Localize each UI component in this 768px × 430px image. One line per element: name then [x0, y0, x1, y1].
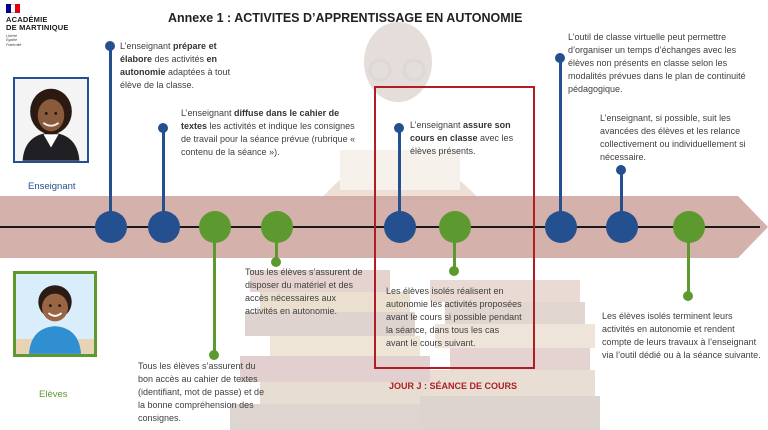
- step-text-teacher-5: L’enseignant, si possible, suit les avancées des élèves et les relance collectivement ou individuellement si nécessaire.: [600, 113, 746, 162]
- milestone-teacher-5: [606, 211, 638, 243]
- student-label: Elèves: [39, 389, 68, 400]
- milestone-teacher-3: [384, 211, 416, 243]
- step-text-part: des activités: [152, 54, 207, 64]
- milestone-student-2: [261, 211, 293, 243]
- motto-word: Égalité: [6, 38, 17, 43]
- stem-teacher-3: [398, 128, 401, 214]
- step-text-bold: diffuse dans le cahier de textes: [181, 108, 340, 131]
- step-text-student-4: Les élèves isolés terminent leurs activités en autonomie et rendent compte de leurs travaux à l’enseignant via l’outil dédié ou à la séance suivante.: [602, 311, 761, 360]
- stem-student-4: [687, 240, 690, 296]
- motto-word: Fraternité: [6, 42, 22, 47]
- small-dot-teacher-2: [158, 123, 168, 133]
- motto-word: Liberté: [6, 34, 17, 38]
- small-dot-teacher-3: [394, 123, 404, 133]
- teacher-portrait: [13, 77, 89, 163]
- stem-teacher-1: [109, 46, 112, 214]
- step-text-teacher-3: [410, 119, 528, 158]
- page-title: Annexe 1 : ACTIVITES D’APPRENTISSAGE EN AUTONOMIE: [168, 11, 523, 25]
- step-text-part: avec les élèves présents.: [410, 133, 514, 156]
- logo-line-1: ACADÉMIE: [6, 15, 48, 24]
- step-text-student-1: Tous les élèves s’assurent du bon accès au cahier de textes (identifiant, mot de passe) et de la bonne compréhension des consignes.: [138, 361, 265, 423]
- step-text-teacher-1: [120, 40, 238, 92]
- day-j-label: JOUR J : SÉANCE DE COURS: [389, 381, 518, 391]
- step-text-bold: assure son cours en classe: [410, 120, 511, 143]
- step-text-bold: en autonomie: [120, 54, 218, 77]
- step-text-bold: prépare et élabore: [120, 41, 217, 64]
- milestone-student-3: [439, 211, 471, 243]
- milestone-teacher-2: [148, 211, 180, 243]
- stem-teacher-2: [162, 128, 165, 214]
- small-dot-student-4: [683, 291, 693, 301]
- milestone-student-1: [199, 211, 231, 243]
- logo-line-2: DE MARTINIQUE: [6, 23, 69, 32]
- step-text-part: L’enseignant: [410, 120, 464, 130]
- step-text-part: L’enseignant: [120, 41, 174, 51]
- small-dot-teacher-4: [555, 53, 565, 63]
- stem-student-1: [213, 240, 216, 355]
- milestone-student-4: [673, 211, 705, 243]
- step-text-student-3: Les élèves isolés réalisent en autonomie les activités proposées avant le cours si possible pendant la séance, dans tous les cas avant le cours suivant.: [386, 286, 522, 348]
- republic-flag-icon: [6, 4, 20, 13]
- step-text-teacher-2: [181, 107, 361, 159]
- step-text-student-2: Tous les élèves s’assurent de disposer du matériel et des accès nécessaires aux activités en autonomie.: [245, 267, 363, 316]
- stem-teacher-4: [559, 58, 562, 214]
- milestone-teacher-4: [545, 211, 577, 243]
- teacher-label: Enseignant: [28, 181, 76, 192]
- flag-red: [15, 4, 20, 13]
- stem-teacher-5: [620, 170, 623, 214]
- step-text-part: adaptées à tout élève de la classe.: [120, 67, 231, 90]
- small-dot-teacher-1: [105, 41, 115, 51]
- step-text-teacher-4: L’outil de classe virtuelle peut permettre d’organiser un temps d’échanges avec les élèves non présents en classe selon les modalités prévues dans le plan de continuité pédagogique.: [568, 32, 746, 94]
- step-text-part: les activités et indique les consignes de travail pour la séance prévue (rubrique « contenu de la séance »).: [181, 121, 356, 157]
- small-dot-student-3: [449, 266, 459, 276]
- small-dot-teacher-5: [616, 165, 626, 175]
- milestone-teacher-1: [95, 211, 127, 243]
- academie-logo: [6, 4, 86, 52]
- small-dot-student-1: [209, 350, 219, 360]
- logo-motto: [6, 34, 36, 47]
- student-portrait: [13, 271, 97, 357]
- step-text-part: L’enseignant: [181, 108, 235, 118]
